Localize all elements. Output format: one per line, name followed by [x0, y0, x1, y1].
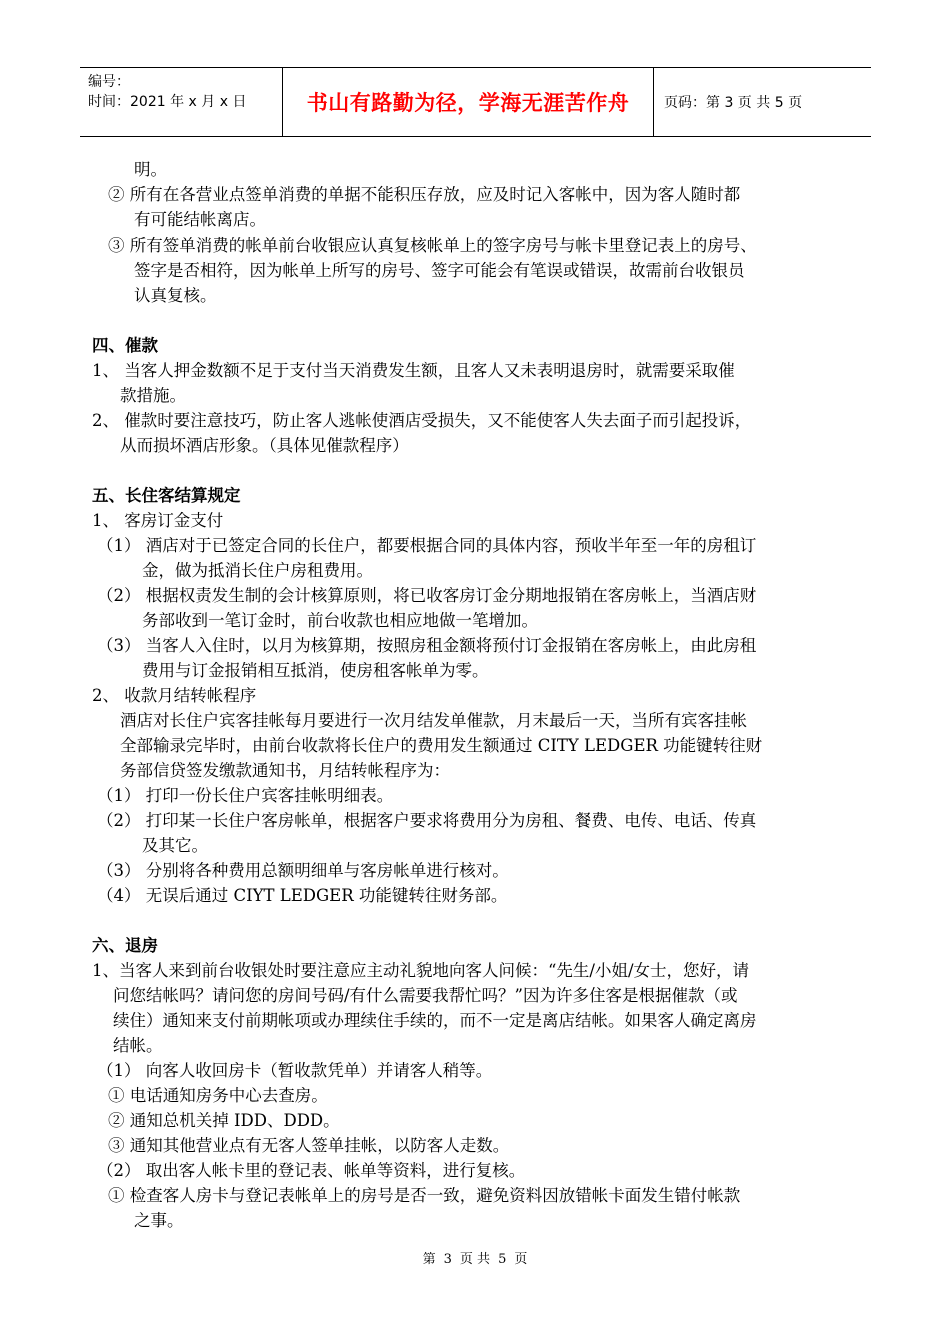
- text-line: 有可能结帐离店。: [134, 210, 266, 229]
- text-line: （4） 无误后通过 CIYT LEDGER 功能键转往财务部。: [97, 886, 508, 905]
- section-heading: 六、退房: [92, 936, 158, 955]
- text-line: 之事。: [134, 1211, 184, 1230]
- text-line: 1、 当客人押金数额不足于支付当天消费发生额，且客人又未表明退房时，就需要采取催: [92, 361, 735, 380]
- page-label: 页码：第 3 页 共 5 页: [664, 95, 803, 111]
- page-footer: [0, 1248, 950, 1267]
- text-line: ① 检查客人房卡与登记表帐单上的房号是否一致，避免资料因放错帐卡面发生错付帐款: [108, 1186, 741, 1205]
- text-line: （3） 分别将各种费用总额明细单与客房帐单进行核对。: [97, 861, 509, 880]
- text-line: 续住）通知来支付前期帐项或办理续住手续的，而不一定是离店结帐。如果客人确定离房: [113, 1011, 757, 1030]
- text-line: 2、 催款时要注意技巧，防止客人逃帐使酒店受损失，又不能使客人失去面子而引起投诉，: [92, 411, 752, 430]
- text-line: 全部输录完毕时，由前台收款将长住户的费用发生额通过 CITY LEDGER 功能键转往财: [120, 736, 763, 755]
- code-label: 编号：: [88, 74, 130, 90]
- text-line: ② 通知总机关掉 IDD、DDD。: [108, 1111, 340, 1130]
- text-line: （3） 当客人入住时，以月为核算期，按照房租金额将预付订金报销在客房帐上，由此房租: [97, 636, 757, 655]
- text-line: 及其它。: [142, 836, 208, 855]
- text-line: 金，做为抵消长住户房租费用。: [142, 561, 373, 580]
- date-label: 时间：2021 年 x 月 x 日: [88, 94, 247, 110]
- text-line: 款措施。: [120, 386, 186, 405]
- text-line: 务部信贷签发缴款通知书，月结转帐程序为：: [120, 761, 450, 780]
- text-line: （1） 酒店对于已签定合同的长住户，都要根据合同的具体内容，预收半年至一年的房租订: [97, 536, 757, 555]
- text-line: 从而损坏酒店形象。（具体见催款程序）: [120, 436, 409, 455]
- text-line: ① 电话通知房务中心去查房。: [108, 1086, 328, 1105]
- page-header: [80, 67, 871, 137]
- text-line: 1、当客人来到前台收银处时要注意应主动礼貌地向客人问候：“先生/小姐/女士，您好，请: [92, 961, 750, 980]
- footer-page-mid: 页 共: [459, 1252, 491, 1267]
- slogan: 书山有路勤为径，学海无涯苦作舟: [306, 91, 630, 115]
- text-line: 务部收到一笔订金时，前台收款也相应地做一笔增加。: [142, 611, 538, 630]
- text-line: 签字是否相符，因为帐单上所写的房号、签字可能会有笔误或错误，故需前台收银员: [134, 261, 745, 280]
- text-line: 明。: [134, 160, 167, 179]
- text-line: 费用与订金报销相互抵消，使房租客帐单为零。: [142, 661, 489, 680]
- section-heading: 五、长住客结算规定: [92, 486, 241, 505]
- text-line: （1） 打印一份长住户宾客挂帐明细表。: [97, 786, 394, 805]
- footer-page-number: 3: [443, 1252, 452, 1267]
- text-line: ③ 所有签单消费的帐单前台收银应认真复核帐单上的签字房号与帐卡里登记表上的房号、: [108, 236, 757, 255]
- header-page-cell: [654, 68, 871, 136]
- text-line: （1） 向客人收回房卡（暂收款凭单）并请客人稍等。: [97, 1061, 493, 1080]
- footer-page-total: 5: [498, 1252, 507, 1267]
- text-line: 酒店对长住户宾客挂帐每月要进行一次月结发单催款，月末最后一天，当所有宾客挂帐: [120, 711, 747, 730]
- footer-page-suffix: 页: [514, 1252, 528, 1267]
- header-slogan-cell: [282, 68, 654, 136]
- text-line: （2） 根据权责发生制的会计核算原则，将已收客房订金分期地报销在客房帐上，当酒店财: [97, 586, 757, 605]
- text-line: 认真复核。: [134, 286, 217, 305]
- text-line: ③ 通知其他营业点有无客人签单挂帐，以防客人走数。: [108, 1136, 510, 1155]
- text-line: 2、 收款月结转帐程序: [92, 686, 257, 705]
- header-meta: [80, 68, 282, 136]
- text-line: （2） 打印某一长住户客房帐单，根据客户要求将费用分为房租、餐费、电传、电话、传真: [97, 811, 757, 830]
- text-line: 问您结帐吗？请问您的房间号码/有什么需要我帮忙吗？”因为许多住客是根据催款（或: [113, 986, 738, 1005]
- section-heading: 四、催款: [92, 336, 158, 355]
- text-line: 1、 客房订金支付: [92, 511, 224, 530]
- text-line: （2） 取出客人帐卡里的登记表、帐单等资料，进行复核。: [97, 1161, 526, 1180]
- footer-page-prefix: 第: [422, 1252, 436, 1267]
- text-line: 结帐。: [113, 1036, 163, 1055]
- text-line: ② 所有在各营业点签单消费的单据不能积压存放，应及时记入客帐中，因为客人随时都: [108, 185, 741, 204]
